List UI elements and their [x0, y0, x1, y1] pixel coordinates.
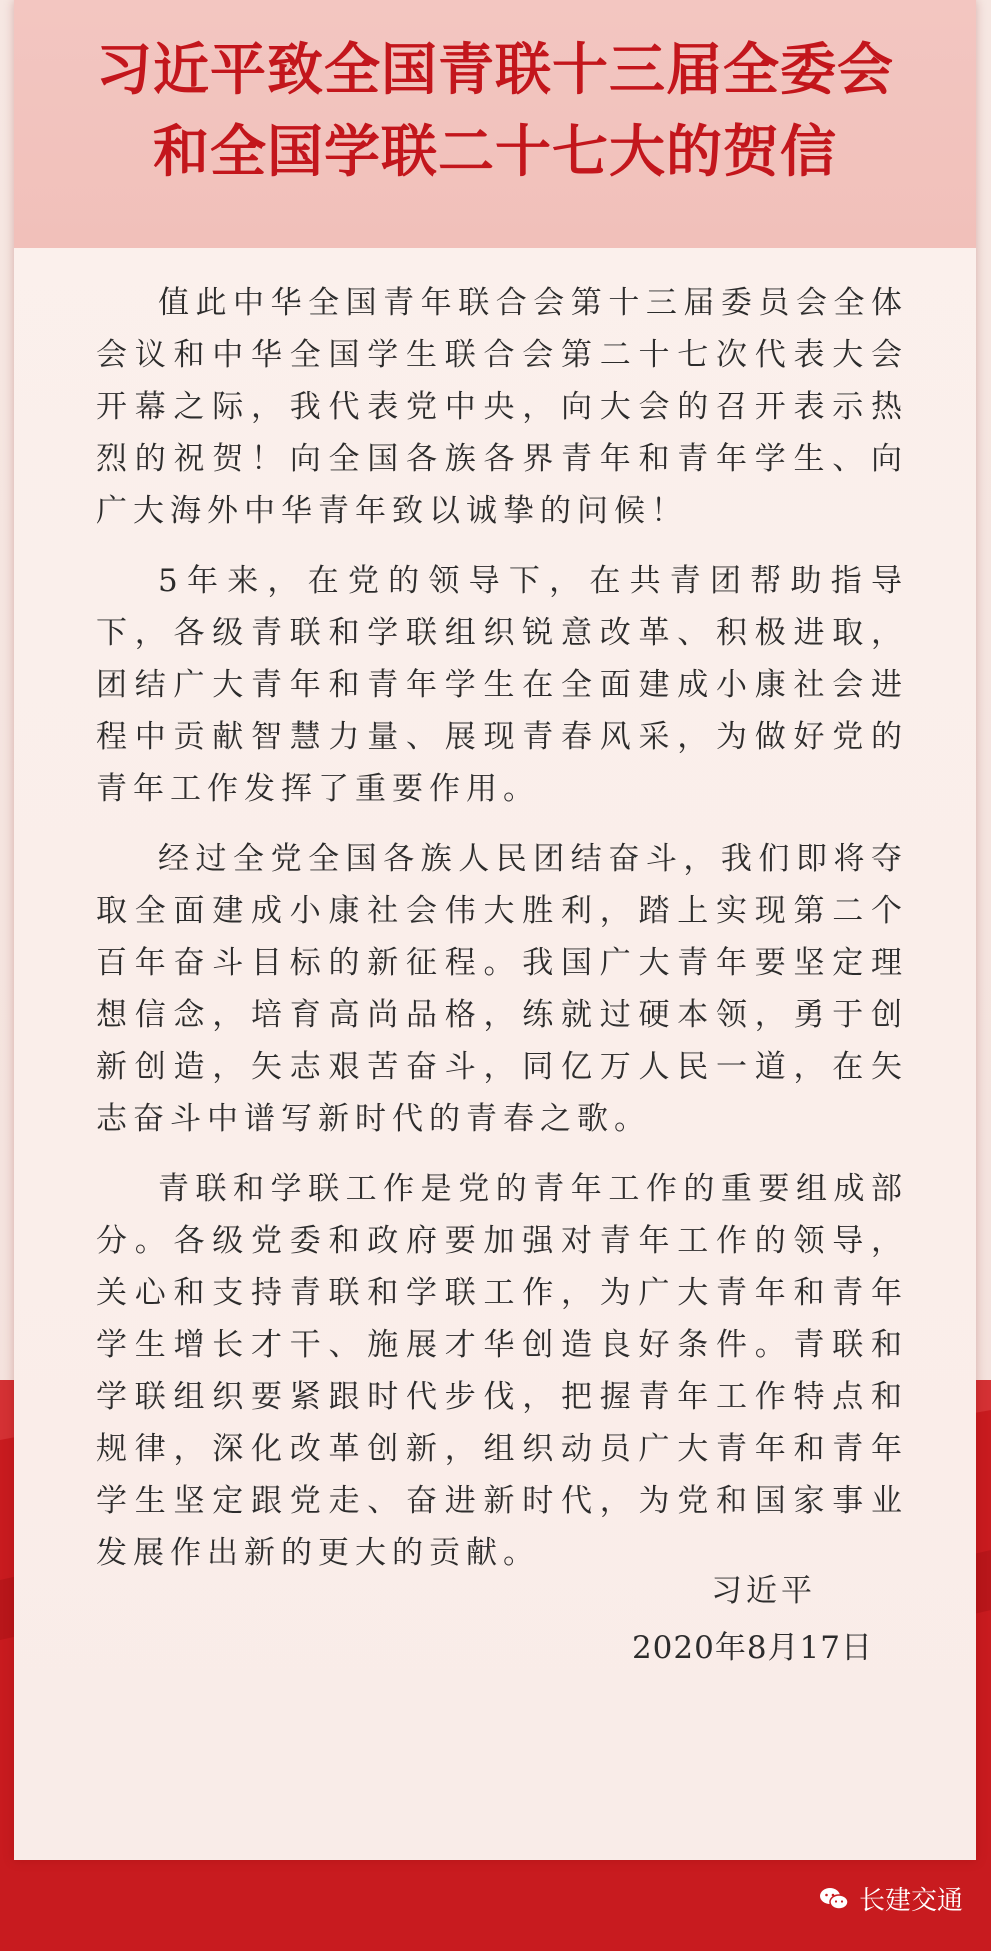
- letter-date: 2020年8月17日: [631, 1630, 873, 1666]
- title-line-2: 和全国学联二十七大的贺信: [153, 120, 837, 185]
- watermark: [819, 1880, 963, 1917]
- watermark-text: 长建交通: [858, 1886, 963, 1916]
- paragraph-4: 青联和学联工作是党的青年工作的重要组成部分。各级党委和政府要加强对青年工作的领导，关心和支持青联和学联工作，为广大青年和青年学生增长才干、施展才华创造良好条件。青联和学联组织要紧跟时代步伐，把握青年工作特点和规律，深化改革创新，组织动员广大青年和青年学生坚定跟党走、奋进新时代，为党和国家事业发展作出新的更大的贡献。: [96, 1171, 908, 1571]
- signature: 习近平: [711, 1573, 816, 1609]
- letter-body: [96, 277, 908, 1597]
- title-line-1: 习近平致全国青联十三届全委会: [96, 38, 894, 103]
- paragraph-3: 经过全党全国各族人民团结奋斗，我们即将夺取全面建成小康社会伟大胜利，踏上实现第二个百年奋斗目标的新征程。我国广大青年要坚定理想信念，培育高尚品格，练就过硬本领，勇于创新创造，矢志艰苦奋斗，同亿万人民一道，在矢志奋斗中谱写新时代的青春之歌。: [96, 841, 908, 1137]
- wechat-icon: [819, 1887, 849, 1911]
- paragraph-2: 5年来，在党的领导下，在共青团帮助指导下，各级青联和学联组织锐意改革、积极进取，团结广大青年和青年学生在全面建成小康社会进程中贡献智慧力量、展现青春风采，为做好党的青年工作发挥了重要作用。: [96, 563, 908, 807]
- letter-title: [14, 30, 976, 194]
- paragraph-1: 值此中华全国青年联合会第十三届委员会全体会议和中华全国学生联合会第二十七次代表大会开幕之际，我代表党中央，向大会的召开表示热烈的祝贺！向全国各族各界青年和青年学生、向广大海外中华青年致以诚挚的问候！: [96, 285, 908, 529]
